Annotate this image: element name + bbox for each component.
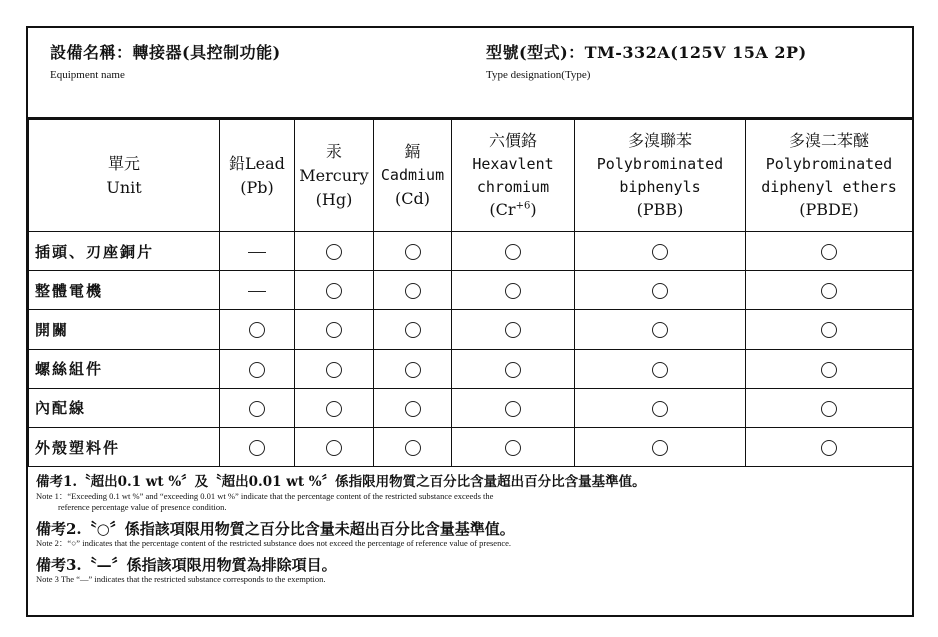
circle-mark-icon bbox=[652, 440, 668, 456]
substance-cell bbox=[295, 271, 374, 310]
substance-cell bbox=[374, 349, 452, 388]
table-row bbox=[29, 388, 913, 427]
column-header-pbde bbox=[746, 120, 913, 232]
note-3-zh: 備考3.〝—〞係指該項限用物質為排除項目。 bbox=[36, 556, 337, 574]
column-header-unit bbox=[29, 120, 220, 232]
circle-mark-icon bbox=[652, 322, 668, 338]
circle-mark-icon bbox=[326, 244, 342, 260]
substance-cell bbox=[374, 271, 452, 310]
substance-cell bbox=[452, 349, 575, 388]
substance-cell bbox=[575, 388, 746, 427]
column-header-hexavalent-chromium bbox=[452, 120, 575, 232]
header-line: (Hg) bbox=[315, 189, 353, 209]
part-name-cell: 內配線 bbox=[29, 388, 220, 427]
header-line: 單元 bbox=[107, 153, 140, 173]
circle-mark-icon bbox=[652, 362, 668, 378]
header-line: Mercury bbox=[299, 165, 369, 185]
dash-mark-icon bbox=[248, 252, 266, 253]
header-line: 多溴二苯醚 bbox=[788, 131, 869, 150]
circle-mark-icon bbox=[821, 322, 837, 338]
circle-mark-icon bbox=[405, 322, 421, 338]
header-line: 鎘 bbox=[404, 142, 421, 162]
part-name-cell: 外殼塑料件 bbox=[29, 427, 220, 466]
circle-mark-icon bbox=[821, 283, 837, 299]
circle-mark-icon bbox=[505, 440, 521, 456]
substance-cell bbox=[374, 388, 452, 427]
circle-mark-icon bbox=[405, 362, 421, 378]
header-line bbox=[454, 198, 572, 222]
substance-cell bbox=[746, 388, 913, 427]
circle-mark-icon bbox=[405, 401, 421, 417]
substance-cell bbox=[220, 232, 295, 271]
circle-mark-icon bbox=[821, 401, 837, 417]
header-text: ) bbox=[530, 200, 537, 219]
header-line: (PBDE) bbox=[799, 200, 859, 219]
column-header-pbb bbox=[575, 120, 746, 232]
circle-mark-icon bbox=[652, 401, 668, 417]
circle-mark-icon bbox=[249, 362, 265, 378]
header-line: 鉛Lead bbox=[229, 153, 285, 173]
circle-mark-icon bbox=[326, 362, 342, 378]
substance-cell bbox=[746, 271, 913, 310]
part-name-cell: 整體電機 bbox=[29, 271, 220, 310]
circle-mark-icon bbox=[405, 244, 421, 260]
header-line: 汞 bbox=[325, 141, 342, 161]
rohs-declaration-sheet bbox=[26, 26, 914, 617]
equipment-name-zh: 設備名稱：轉接器(具控制功能) bbox=[50, 43, 281, 62]
superscript: +6 bbox=[515, 200, 531, 212]
circle-mark-icon bbox=[405, 283, 421, 299]
header-line: 多溴聯苯 bbox=[627, 131, 692, 150]
note-2-en: Note 2：“○” indicates that the percentage content of the restricted substance does not exceed the percentage of reference value of presence. bbox=[36, 538, 511, 548]
circle-mark-icon bbox=[249, 322, 265, 338]
header-line: Unit bbox=[106, 177, 142, 197]
substance-cell bbox=[452, 271, 575, 310]
circle-mark-icon bbox=[405, 440, 421, 456]
substance-cell bbox=[746, 232, 913, 271]
substance-cell bbox=[575, 310, 746, 349]
note-3-en: Note 3 The “—” indicates that the restricted substance corresponds to the exemption. bbox=[36, 574, 326, 584]
circle-mark-icon bbox=[326, 401, 342, 417]
table-header-row bbox=[29, 120, 913, 232]
column-header-mercury bbox=[295, 120, 374, 232]
circle-mark-icon bbox=[652, 244, 668, 260]
substance-cell bbox=[374, 232, 452, 271]
circle-mark-icon bbox=[326, 322, 342, 338]
table-row bbox=[29, 349, 913, 388]
substance-cell bbox=[374, 427, 452, 466]
table-row bbox=[29, 427, 913, 466]
header-line: Polybrominated bbox=[596, 155, 724, 173]
header-line: Cadmium bbox=[380, 166, 445, 185]
header-line: (PBB) bbox=[636, 200, 684, 219]
dash-mark-icon bbox=[248, 291, 266, 292]
substance-cell bbox=[220, 388, 295, 427]
substance-cell bbox=[220, 349, 295, 388]
substance-cell bbox=[374, 310, 452, 349]
header-line: chromium bbox=[476, 177, 550, 196]
part-name-cell: 螺絲組件 bbox=[29, 349, 220, 388]
substance-cell bbox=[452, 388, 575, 427]
circle-mark-icon bbox=[326, 440, 342, 456]
substance-cell bbox=[220, 427, 295, 466]
column-header-lead bbox=[220, 120, 295, 232]
circle-mark-icon bbox=[652, 283, 668, 299]
circle-mark-icon bbox=[821, 440, 837, 456]
document-header bbox=[28, 28, 912, 119]
column-header-cadmium bbox=[374, 120, 452, 232]
table-row bbox=[29, 232, 913, 271]
header-line: (Pb) bbox=[240, 177, 274, 197]
substance-cell bbox=[295, 427, 374, 466]
circle-mark-icon bbox=[249, 401, 265, 417]
type-designation-en: Type designation(Type) bbox=[486, 69, 591, 81]
table-row bbox=[29, 310, 913, 349]
substance-cell bbox=[295, 349, 374, 388]
circle-mark-icon bbox=[326, 283, 342, 299]
type-designation-zh: 型號(型式)：TM-332A(125V 15A 2P) bbox=[486, 43, 807, 62]
substance-cell bbox=[295, 310, 374, 349]
circle-mark-icon bbox=[821, 244, 837, 260]
substance-cell bbox=[575, 349, 746, 388]
restricted-substance-table bbox=[28, 119, 913, 467]
circle-mark-icon bbox=[505, 401, 521, 417]
part-name-cell: 開關 bbox=[29, 310, 220, 349]
table-row bbox=[29, 271, 913, 310]
substance-cell bbox=[575, 232, 746, 271]
substance-cell bbox=[452, 310, 575, 349]
notes-section bbox=[28, 466, 912, 585]
header-line: (Cd) bbox=[395, 188, 430, 208]
substance-cell bbox=[746, 349, 913, 388]
equipment-name-en: Equipment name bbox=[50, 69, 125, 81]
substance-cell bbox=[575, 427, 746, 466]
substance-cell bbox=[452, 232, 575, 271]
note-2-zh: 備考2.〝○〞係指該項限用物質之百分比含量未超出百分比含量基準值。 bbox=[36, 520, 515, 538]
substance-cell bbox=[746, 427, 913, 466]
substance-cell bbox=[295, 232, 374, 271]
circle-mark-icon bbox=[505, 362, 521, 378]
substance-cell bbox=[575, 271, 746, 310]
circle-mark-icon bbox=[249, 440, 265, 456]
header-text: (Cr bbox=[489, 200, 516, 219]
circle-mark-icon bbox=[505, 244, 521, 260]
equipment-name-block bbox=[50, 40, 281, 81]
header-line: Hexavlent bbox=[472, 155, 554, 173]
circle-mark-icon bbox=[821, 362, 837, 378]
header-line: diphenyl ethers bbox=[761, 177, 897, 196]
circle-mark-icon bbox=[505, 283, 521, 299]
header-line: Polybrominated bbox=[765, 155, 893, 173]
substance-cell bbox=[452, 427, 575, 466]
header-line: biphenyls bbox=[619, 177, 701, 196]
substance-cell bbox=[295, 388, 374, 427]
part-name-cell: 插頭、刃座銅片 bbox=[29, 232, 220, 271]
substance-cell bbox=[746, 310, 913, 349]
header-line: 六價鉻 bbox=[488, 131, 537, 150]
substance-cell bbox=[220, 310, 295, 349]
note-1-zh: 備考1.〝超出0.1 wt %〞及〝超出0.01 wt %〞係指限用物質之百分比含量超出百分比含量基準值。 bbox=[36, 474, 646, 490]
circle-mark-icon bbox=[505, 322, 521, 338]
substance-cell bbox=[220, 271, 295, 310]
note-1-en: Note 1：“Exceeding 0.1 wt %” and “exceeding 0.01 wt %” indicate that the percentage content of the restricted substance exceeds the bbox=[36, 491, 494, 501]
type-designation-block bbox=[486, 40, 807, 81]
note-1-en-continued: reference percentage value of presence condition. bbox=[58, 502, 227, 512]
